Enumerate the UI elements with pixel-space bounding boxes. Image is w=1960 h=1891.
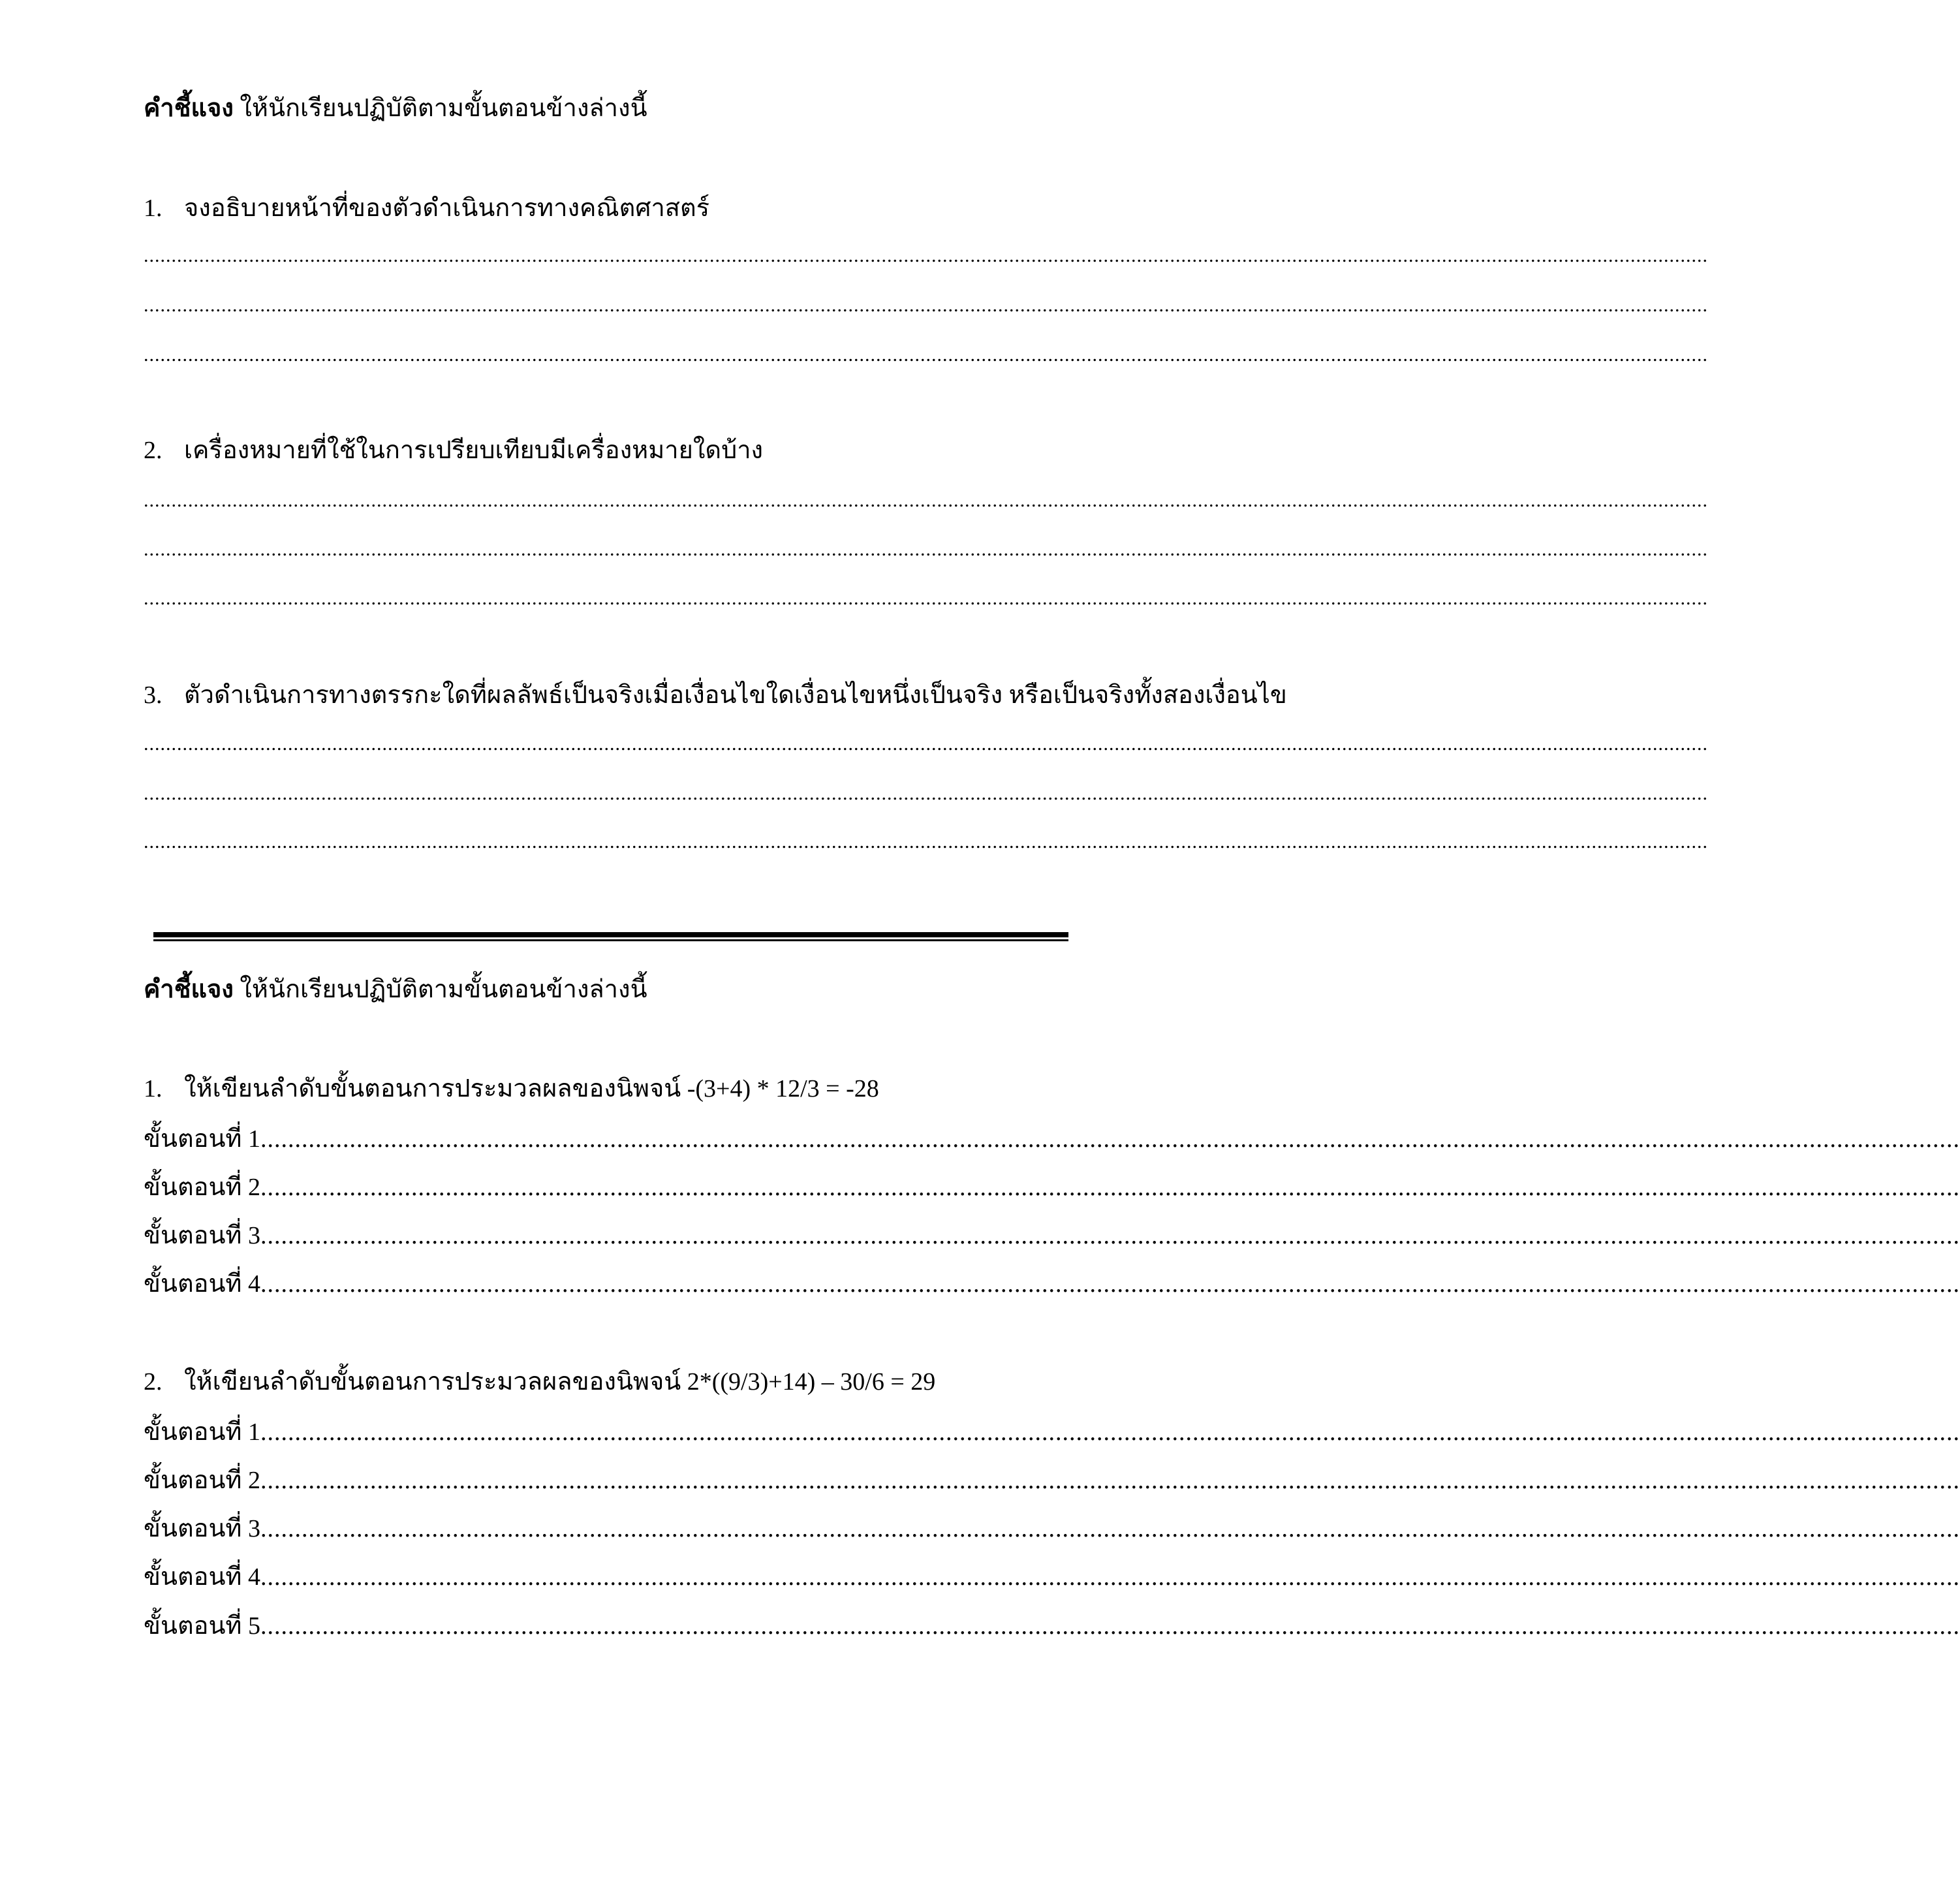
answer-line[interactable]: ..........................................................................................................................................................................................................................................................................................: [144, 294, 1708, 316]
instruction-label: คำชี้แจง: [144, 976, 234, 1003]
question-3: [144, 680, 1287, 711]
step-label: ขั้นตอนที่ 2: [144, 1467, 260, 1494]
step-label: ขั้นตอนที่ 5: [144, 1612, 260, 1640]
step-row[interactable]: ขั้นตอนที่ 2........................................................................................................................................................................................................................................................: [144, 1467, 1960, 1494]
step-row[interactable]: ขั้นตอนที่ 5........................................................................................................................................................................................................................................................: [144, 1612, 1960, 1640]
instruction-heading-1: [144, 93, 647, 124]
question-text: ตัวดำเนินการทางตรรกะใดที่ผลลัพธ์เป็นจริงเมื่อเงื่อนไขใดเงื่อนไขหนึ่งเป็นจริง หรือเป็นจริงทั้งสองเงื่อนไข: [184, 681, 1287, 709]
step-label: ขั้นตอนที่ 3: [144, 1515, 260, 1542]
question-1: [144, 193, 709, 224]
step-label: ขั้นตอนที่ 4: [144, 1270, 260, 1298]
answer-line[interactable]: ..........................................................................................................................................................................................................................................................................................: [144, 539, 1708, 560]
question-text: ให้เขียนลำดับขั้นตอนการประมวลผลของนิพจน์ -(3+4) * 12/3 = -28: [184, 1075, 879, 1102]
answer-line[interactable]: ..........................................................................................................................................................................................................................................................................................: [144, 490, 1708, 511]
answer-line[interactable]: ..........................................................................................................................................................................................................................................................................................: [144, 733, 1708, 755]
instruction-label: คำชี้แจง: [144, 95, 234, 122]
question-2: [144, 435, 763, 466]
question-4: [144, 1073, 879, 1104]
question-number: 2.: [144, 437, 163, 464]
step-row[interactable]: ขั้นตอนที่ 3........................................................................................................................................................................................................................................................: [144, 1222, 1960, 1249]
step-row[interactable]: ขั้นตอนที่ 1........................................................................................................................................................................................................................................................: [144, 1418, 1960, 1446]
answer-line[interactable]: ..........................................................................................................................................................................................................................................................................................: [144, 831, 1708, 852]
question-number: 1.: [144, 195, 163, 222]
instruction-text: ให้นักเรียนปฏิบัติตามขั้นตอนข้างล่างนี้: [233, 976, 647, 1003]
question-text: เครื่องหมายที่ใช้ในการเปรียบเทียบมีเครื่องหมายใดบ้าง: [184, 437, 764, 464]
answer-line[interactable]: ..........................................................................................................................................................................................................................................................................................: [144, 245, 1708, 266]
step-label: ขั้นตอนที่ 2: [144, 1174, 260, 1201]
answer-line[interactable]: ..........................................................................................................................................................................................................................................................................................: [144, 587, 1708, 609]
section-divider: [153, 932, 1068, 941]
step-row[interactable]: ขั้นตอนที่ 4........................................................................................................................................................................................................................................................: [144, 1270, 1960, 1298]
question-text: ให้เขียนลำดับขั้นตอนการประมวลผลของนิพจน์ 2*((9/3)+14) – 30/6 = 29: [184, 1368, 936, 1396]
instruction-text: ให้นักเรียนปฏิบัติตามขั้นตอนข้างล่างนี้: [233, 95, 647, 122]
step-label: ขั้นตอนที่ 4: [144, 1563, 260, 1591]
question-number: 2.: [144, 1368, 163, 1396]
step-label: ขั้นตอนที่ 3: [144, 1222, 260, 1249]
step-label: ขั้นตอนที่ 1: [144, 1418, 260, 1446]
question-text: จงอธิบายหน้าที่ของตัวดำเนินการทางคณิตศาสตร์: [184, 195, 710, 222]
answer-line[interactable]: ..........................................................................................................................................................................................................................................................................................: [144, 344, 1708, 366]
question-number: 3.: [144, 681, 163, 709]
question-number: 1.: [144, 1075, 163, 1102]
question-5: [144, 1366, 935, 1398]
instruction-heading-2: [144, 974, 647, 1005]
answer-line[interactable]: ..........................................................................................................................................................................................................................................................................................: [144, 783, 1708, 804]
step-row[interactable]: ขั้นตอนที่ 2........................................................................................................................................................................................................................................................: [144, 1174, 1960, 1201]
step-row[interactable]: ขั้นตอนที่ 3........................................................................................................................................................................................................................................................: [144, 1515, 1960, 1542]
step-row[interactable]: ขั้นตอนที่ 4........................................................................................................................................................................................................................................................: [144, 1563, 1960, 1591]
step-row[interactable]: ขั้นตอนที่ 1........................................................................................................................................................................................................................................................: [144, 1125, 1960, 1153]
step-label: ขั้นตอนที่ 1: [144, 1125, 260, 1153]
